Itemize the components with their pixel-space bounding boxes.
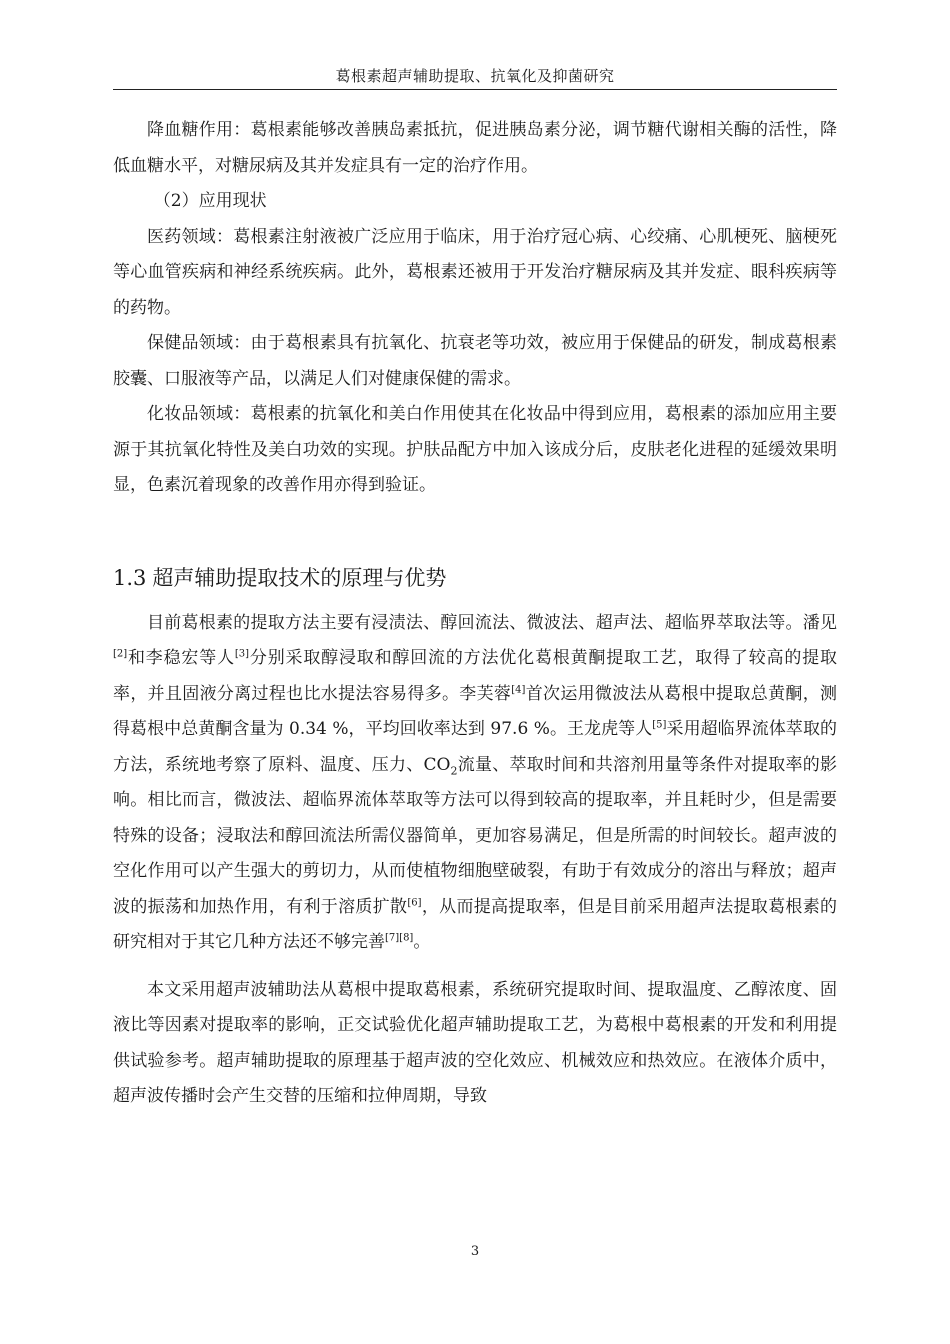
page-number: 3 xyxy=(470,1244,480,1259)
text-run: 。 xyxy=(413,932,431,952)
citation: [4] xyxy=(511,683,526,695)
subheading-application-status: （2）应用现状 xyxy=(153,191,267,211)
section-heading xyxy=(113,562,837,594)
paragraph-hypoglycemic: 降血糖作用：葛根素能够改善胰岛素抵抗，促进胰岛素分泌，调节糖代谢相关酶的活性，降低血糖水平，对糖尿病及其并发症具有一定的治疗作用。 xyxy=(113,120,837,176)
paragraph-health-products: 保健品领域：由于葛根素具有抗氧化、抗衰老等功效，被应用于保健品的研发，制成葛根素胶囊、口服液等产品，以满足人们对健康保健的需求。 xyxy=(113,333,837,389)
citation: [5] xyxy=(652,719,667,731)
text-run: ，从而提高提取率，但是目前采用超声法提取葛根素的研究相对于其它几种方法还不够完善 xyxy=(113,896,838,952)
header-rule xyxy=(113,89,837,90)
text-run: 目前葛根素的提取方法主要有浸渍法、醇回流法、微波法、超声法、超临界萃取法等。潘见 xyxy=(147,612,837,633)
section-number: 1.3 xyxy=(113,565,147,590)
text-run: 首次运用微波法从葛根中提取总黄酮，测得葛根中总黄酮含量为 0.34 %，平均回收率达到 97.6 %。王龙虎等人 xyxy=(113,683,838,739)
text-run: 采用超临界流体萃取的方法，系统地考察了原料、温度、压力、CO xyxy=(113,719,838,775)
body-text xyxy=(113,113,837,1115)
paragraph-extraction-methods xyxy=(113,606,837,961)
citation: [6] xyxy=(407,896,422,908)
section-title: 超声辅助提取技术的原理与优势 xyxy=(152,565,447,590)
text-run: 流量、萃取时间和共溶剂用量等条件对提取率的影响。相比而言，微波法、超临界流体萃取等方法可以得到较高的提取率，并且耗时少，但是需要特殊的设备；浸取法和醇回流法所需仪器简单，更加容易满足，但是所需的时间较长。超声波的空化作用可以产生强大的剪切力，从而使植物细胞壁破裂，有助于有效成分的溶出与释放；超声波的振荡和加热作用，有利于溶质扩散 xyxy=(113,754,837,917)
subscript: 2 xyxy=(450,763,458,777)
text-run: 分别采取醇浸取和醇回流的方法优化葛根黄酮提取工艺，取得了较高的提取率，并且固液分离过程也比水提法容易得多。李芙蓉 xyxy=(113,648,838,704)
citation: [7][8] xyxy=(385,932,414,944)
paragraph-medical-field: 医药领域：葛根素注射液被广泛应用于临床，用于治疗冠心病、心绞痛、心肌梗死、脑梗死等心血管疾病和神经系统疾病。此外，葛根素还被用于开发治疗糖尿病及其并发症、眼科疾病等的药物。 xyxy=(113,226,837,318)
citation: [2] xyxy=(113,648,128,660)
paragraph-this-study: 本文采用超声波辅助法从葛根中提取葛根素，系统研究提取时间、提取温度、乙醇浓度、固液比等因素对提取率的影响，正交试验优化超声辅助提取工艺，为葛根中葛根素的开发和利用提供试验参考。超声辅助提取的原理基于超声波的空化效应、机械效应和热效应。在液体介质中，超声波传播时会产生交替的压缩和拉伸周期，导致 xyxy=(113,979,837,1106)
running-header: 葛根素超声辅助提取、抗氧化及抑菌研究 xyxy=(335,67,615,85)
citation: [3] xyxy=(234,648,250,660)
paragraph-cosmetics: 化妆品领域：葛根素的抗氧化和美白作用使其在化妆品中得到应用，葛根素的添加应用主要源于其抗氧化特性及美白功效的实现。护肤品配方中加入该成分后，皮肤老化进程的延缓效果明显，色素沉着现象的改善作用亦得到验证。 xyxy=(113,404,837,495)
text-run: 和李稳宏等人 xyxy=(127,648,235,668)
